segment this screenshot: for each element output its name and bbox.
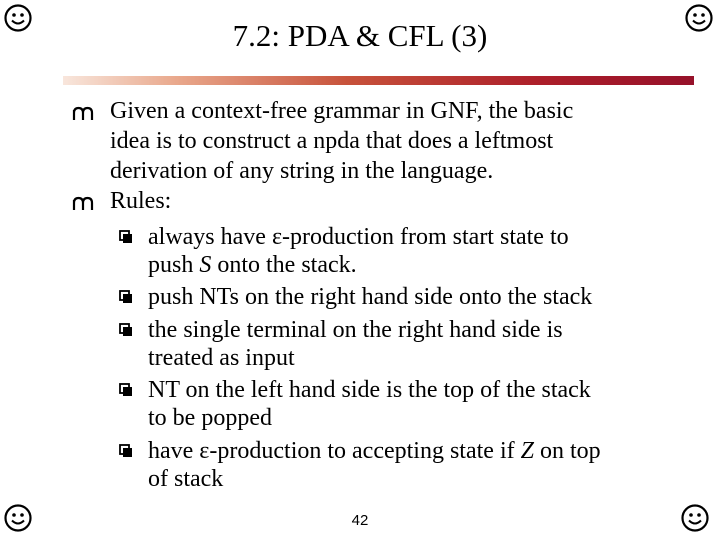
sub-bullet-line: have ε-production to accepting state if Z on top <box>148 438 601 464</box>
sub-bullet-line: push S onto the stack. <box>148 252 357 278</box>
sub-bullet-line: the single terminal on the right hand side is <box>148 317 563 343</box>
q-bullet-icon <box>118 223 134 253</box>
m-bullet-icon <box>72 97 94 127</box>
bullet-line: Given a context-free grammar in GNF, the basic <box>110 98 574 124</box>
q-bullet-icon <box>118 376 134 406</box>
sub-bullet-line: to be popped <box>148 405 272 431</box>
q-bullet-icon <box>118 316 134 346</box>
q-bullet-icon <box>118 283 134 313</box>
slide-title: 7.2: PDA & CFL (3) <box>232 18 488 53</box>
bullet-line: Rules: <box>110 188 172 214</box>
sub-bullet-line: treated as input <box>148 345 295 371</box>
bullet-line: derivation of any string in the language. <box>110 158 494 184</box>
sub-bullet-line: push NTs on the right hand side onto the stack <box>148 284 593 310</box>
sub-bullet-line: NT on the left hand side is the top of the stack <box>148 377 591 403</box>
bullet-line: idea is to construct a npda that does a leftmost <box>110 128 554 154</box>
variable-s: S <box>199 252 212 278</box>
page-number: 42 <box>351 512 369 529</box>
m-bullet-icon <box>72 187 94 217</box>
sub-bullet-line: of stack <box>148 466 224 492</box>
variable-z: Z <box>520 438 534 464</box>
sub-bullet-line: always have ε-production from start state to <box>148 224 569 250</box>
q-bullet-icon <box>118 437 134 467</box>
